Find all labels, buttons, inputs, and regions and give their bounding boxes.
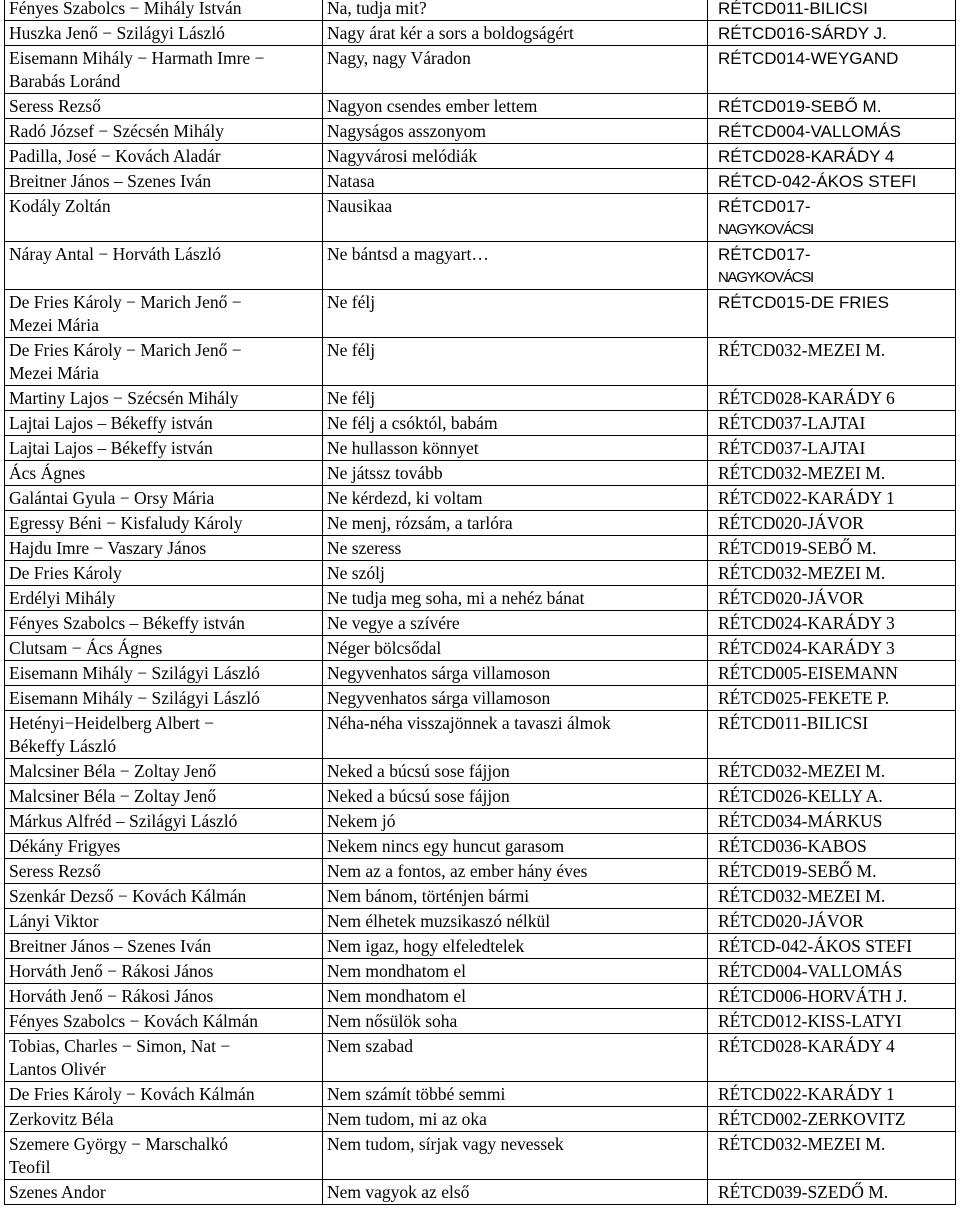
song-title-cell <box>323 1107 708 1132</box>
catalog-code-cell <box>708 1034 956 1082</box>
catalog-code-cell <box>708 242 956 290</box>
catalog-code-cell-line: RÉTCD020-JÁVOR <box>718 513 864 533</box>
performer-cell <box>5 686 323 711</box>
song-title-cell-line: Neked a búcsú sose fájjon <box>327 761 510 781</box>
catalog-code-cell <box>708 1082 956 1107</box>
performer-cell <box>5 909 323 934</box>
performer-cell-line: Mezei Mária <box>9 315 99 335</box>
performer-cell-line: Malcsiner Béla − Zoltay Jenő <box>9 761 217 781</box>
catalog-code-cell <box>708 338 956 386</box>
performer-cell <box>5 169 323 194</box>
performer-cell <box>5 436 323 461</box>
table-row <box>5 290 956 338</box>
song-title-cell-line: Natasa <box>327 171 375 191</box>
catalog-code-cell-line: RÉTCD028-KARÁDY 4 <box>718 1036 895 1056</box>
song-title-cell <box>323 561 708 586</box>
performer-cell <box>5 290 323 338</box>
catalog-code-cell-line: RÉTCD026-KELLY A. <box>718 786 883 806</box>
catalog-code-cell-line: RÉTCD037-LAJTAI <box>718 413 866 433</box>
performer-cell-line: Fényes Szabolcs – Békeffy istván <box>9 613 245 633</box>
song-title-cell <box>323 46 708 94</box>
performer-cell <box>5 536 323 561</box>
catalog-code-cell <box>708 909 956 934</box>
performer-cell-line: Márkus Alfréd – Szilágyi László <box>9 811 238 831</box>
performer-cell <box>5 561 323 586</box>
song-title-cell <box>323 194 708 242</box>
song-title-cell-line: Ne játssz tovább <box>327 463 443 483</box>
catalog-code-cell-line: RÉTCD019-SEBŐ M. <box>718 861 877 881</box>
table-row <box>5 586 956 611</box>
song-title-cell-line: Na, tudja mit? <box>327 0 427 18</box>
catalog-code-cell <box>708 46 956 94</box>
performer-cell-line: Lányi Viktor <box>9 911 99 931</box>
table-row <box>5 486 956 511</box>
catalog-code-cell <box>708 0 956 21</box>
table-row <box>5 1180 956 1205</box>
song-title-cell <box>323 984 708 1009</box>
table-row <box>5 436 956 461</box>
catalog-code-cell <box>708 386 956 411</box>
catalog-code-cell <box>708 169 956 194</box>
song-title-cell-line: Nem mondhatom el <box>327 961 467 981</box>
catalog-code-cell <box>708 486 956 511</box>
song-title-cell <box>323 0 708 21</box>
performer-cell-line: Horváth Jenő − Rákosi János <box>9 986 214 1006</box>
catalog-code-cell-line: RÉTCD017- <box>718 197 811 216</box>
performer-cell-line: Padilla, José − Kovách Aladár <box>9 146 221 166</box>
song-title-cell-line: Nem az a fontos, az ember hány éves <box>327 861 588 881</box>
song-title-cell-line: Ne félj <box>327 388 376 408</box>
song-title-cell-line: Negyvenhatos sárga villamoson <box>327 688 551 708</box>
song-title-cell <box>323 1180 708 1205</box>
song-title-cell-line: Ne szólj <box>327 563 385 583</box>
catalog-code-cell-line: RÉTCD020-JÁVOR <box>718 588 864 608</box>
table-row <box>5 934 956 959</box>
song-title-cell-line: Nem mondhatom el <box>327 986 467 1006</box>
performer-cell-line: Szenes Andor <box>9 1182 106 1202</box>
song-title-cell-line: Ne kérdezd, ki voltam <box>327 488 483 508</box>
song-title-cell-line: Nem bánom, történjen bármi <box>327 886 530 906</box>
performer-cell <box>5 46 323 94</box>
performer-cell-line: Náray Antal − Horváth László <box>9 244 222 264</box>
performer-cell <box>5 0 323 21</box>
catalog-code-cell-line: RÉTCD022-KARÁDY 1 <box>718 1084 895 1104</box>
performer-cell <box>5 586 323 611</box>
performer-cell-line: Békeffy László <box>9 736 117 756</box>
performer-cell-line: Eisemann Mihály − Harmath Imre − <box>9 48 265 68</box>
song-title-cell <box>323 461 708 486</box>
catalog-code-cell <box>708 1180 956 1205</box>
performer-cell-line: De Fries Károly <box>9 563 122 583</box>
song-title-cell <box>323 636 708 661</box>
performer-cell-line: Galántai Gyula − Orsy Mária <box>9 488 215 508</box>
song-title-cell-line: Ne félj a csóktól, babám <box>327 413 498 433</box>
song-title-cell-line: Ne hullasson könnyet <box>327 438 479 458</box>
performer-cell <box>5 144 323 169</box>
song-title-cell-line: Ne tudja meg soha, mi a nehéz bánat <box>327 588 585 608</box>
performer-cell-line: Lajtai Lajos – Békeffy istván <box>9 438 213 458</box>
song-title-cell <box>323 21 708 46</box>
catalog-code-cell <box>708 984 956 1009</box>
performer-cell-line: Barabás Loránd <box>9 71 121 91</box>
catalog-code-cell-line: RÉTCD037-LAJTAI <box>718 438 866 458</box>
performer-cell <box>5 611 323 636</box>
catalog-code-cell <box>708 784 956 809</box>
performer-cell <box>5 411 323 436</box>
performer-cell-line: Zerkovitz Béla <box>9 1109 114 1129</box>
table-row <box>5 46 956 94</box>
table-row <box>5 834 956 859</box>
table-row <box>5 242 956 290</box>
catalog-code-cell-line: NAGYKOVÁCSI <box>718 269 813 286</box>
song-title-cell-line: Nem számít többé semmi <box>327 1084 506 1104</box>
catalog-code-cell <box>708 834 956 859</box>
table-row <box>5 1082 956 1107</box>
table-row <box>5 636 956 661</box>
catalog-code-cell <box>708 884 956 909</box>
song-title-cell <box>323 909 708 934</box>
song-title-cell-line: Nem nősülök soha <box>327 1011 458 1031</box>
song-title-cell <box>323 611 708 636</box>
catalog-code-cell <box>708 809 956 834</box>
performer-cell-line: Breitner János – Szenes Iván <box>9 936 212 956</box>
performer-cell-line: Clutsam − Ács Ágnes <box>9 638 163 658</box>
catalog-code-cell-line: RÉTCD034-MÁRKUS <box>718 811 883 831</box>
catalog-code-cell <box>708 711 956 759</box>
song-title-cell <box>323 1009 708 1034</box>
song-title-cell <box>323 1034 708 1082</box>
performer-cell <box>5 1034 323 1082</box>
catalog-code-cell <box>708 561 956 586</box>
table-row <box>5 909 956 934</box>
song-title-cell <box>323 1082 708 1107</box>
performer-cell-line: Lantos Olivér <box>9 1059 106 1079</box>
catalog-code-cell <box>708 586 956 611</box>
song-title-cell-line: Néha-néha visszajönnek a tavaszi álmok <box>327 713 611 733</box>
catalog-code-cell <box>708 859 956 884</box>
catalog-code-cell-line: NAGYKOVÁCSI <box>718 221 813 238</box>
performer-cell-line: Breitner János – Szenes Iván <box>9 171 212 191</box>
table-row <box>5 169 956 194</box>
catalog-code-cell-line: RÉTCD019-SEBŐ M. <box>718 97 882 116</box>
song-title-cell-line: Neked a búcsú sose fájjon <box>327 786 510 806</box>
performer-cell-line: Dékány Frigyes <box>9 836 121 856</box>
performer-cell <box>5 1107 323 1132</box>
performer-cell <box>5 1132 323 1180</box>
catalog-code-cell <box>708 536 956 561</box>
song-title-cell-line: Ne menj, rózsám, a tarlóra <box>327 513 513 533</box>
table-row <box>5 411 956 436</box>
performer-cell-line: Erdélyi Mihály <box>9 588 116 608</box>
catalog-code-cell-line: RÉTCD016-SÁRDY J. <box>718 24 887 43</box>
performer-cell-line: Hajdu Imre − Vaszary János <box>9 538 207 558</box>
performer-cell-line: Teofil <box>9 1157 51 1177</box>
song-title-cell <box>323 338 708 386</box>
table-row <box>5 984 956 1009</box>
song-title-cell-line: Nausikaa <box>327 196 393 216</box>
performer-cell-line: Fényes Szabolcs − Kovách Kálmán <box>9 1011 258 1031</box>
catalog-code-cell <box>708 194 956 242</box>
performer-cell <box>5 711 323 759</box>
performer-cell <box>5 834 323 859</box>
catalog-code-cell-line: RÉTCD004-VALLOMÁS <box>718 961 903 981</box>
catalog-code-cell-line: RÉTCD004-VALLOMÁS <box>718 122 901 141</box>
performer-cell-line: Malcsiner Béla − Zoltay Jenő <box>9 786 217 806</box>
performer-cell <box>5 959 323 984</box>
catalog-code-cell <box>708 611 956 636</box>
catalog-code-cell-line: RÉTCD017- <box>718 245 811 264</box>
performer-cell <box>5 934 323 959</box>
table-row <box>5 21 956 46</box>
performer-cell <box>5 884 323 909</box>
song-title-cell <box>323 759 708 784</box>
catalog-code-cell <box>708 144 956 169</box>
catalog-code-cell-line: RÉTCD-042-ÁKOS STEFI <box>718 172 917 191</box>
song-title-cell-line: Ne szeress <box>327 538 402 558</box>
table-row <box>5 959 956 984</box>
catalog-code-cell <box>708 759 956 784</box>
song-title-cell-line: Ne félj <box>327 340 376 360</box>
song-title-cell <box>323 94 708 119</box>
song-title-cell <box>323 809 708 834</box>
table-row <box>5 386 956 411</box>
table-row <box>5 536 956 561</box>
catalog-code-cell <box>708 511 956 536</box>
catalog-code-cell-line: RÉTCD020-JÁVOR <box>718 911 864 931</box>
catalog-code-cell <box>708 934 956 959</box>
catalog-code-cell-line: RÉTCD032-MEZEI M. <box>718 463 886 483</box>
performer-cell-line: Eisemann Mihály − Szilágyi László <box>9 663 260 683</box>
song-title-cell-line: Nekem jó <box>327 811 396 831</box>
catalog-code-cell <box>708 461 956 486</box>
performer-cell-line: Huszka Jenő − Szilágyi László <box>9 23 225 43</box>
catalog-code-cell-line: RÉTCD002-ZERKOVITZ <box>718 1109 906 1129</box>
song-title-cell <box>323 884 708 909</box>
song-title-cell <box>323 242 708 290</box>
table-row <box>5 711 956 759</box>
catalog-code-cell-line: RÉTCD032-MEZEI M. <box>718 563 886 583</box>
performer-cell-line: Tobias, Charles − Simon, Nat − <box>9 1036 231 1056</box>
catalog-code-cell <box>708 119 956 144</box>
performer-cell-line: Eisemann Mihály − Szilágyi László <box>9 688 260 708</box>
performer-cell-line: Szemere György − Marschalkó <box>9 1134 228 1154</box>
song-title-cell <box>323 119 708 144</box>
performer-cell-line: Fényes Szabolcs − Mihály István <box>9 0 242 18</box>
song-title-cell-line: Nem igaz, hogy elfeledtelek <box>327 936 525 956</box>
table-row <box>5 461 956 486</box>
catalog-code-cell-line: RÉTCD019-SEBŐ M. <box>718 538 877 558</box>
table-row <box>5 1132 956 1180</box>
performer-cell-line: Radó József − Szécsén Mihály <box>9 121 224 141</box>
catalog-code-cell-line: RÉTCD024-KARÁDY 3 <box>718 613 895 633</box>
catalog-code-cell-line: RÉTCD028-KARÁDY 6 <box>718 388 895 408</box>
song-title-cell <box>323 169 708 194</box>
performer-cell <box>5 386 323 411</box>
table-row <box>5 511 956 536</box>
song-title-cell-line: Nagyvárosi melódiák <box>327 146 478 166</box>
song-title-cell <box>323 144 708 169</box>
song-title-cell-line: Ne vegye a szívére <box>327 613 460 633</box>
song-title-cell <box>323 934 708 959</box>
song-title-cell-line: Nem vagyok az első <box>327 1182 470 1202</box>
table-row <box>5 686 956 711</box>
performer-cell <box>5 21 323 46</box>
performer-cell-line: Seress Rezső <box>9 861 101 881</box>
song-title-cell-line: Nagy árat kér a sors a boldogságért <box>327 23 574 43</box>
table-row <box>5 1107 956 1132</box>
performer-cell <box>5 636 323 661</box>
performer-cell <box>5 1009 323 1034</box>
performer-cell-line: Szenkár Dezső − Kovách Kálmán <box>9 886 247 906</box>
performer-cell <box>5 486 323 511</box>
performer-cell-line: De Fries Károly − Marich Jenő − <box>9 340 242 360</box>
catalog-code-cell <box>708 290 956 338</box>
song-title-cell-line: Nem élhetek muzsikaszó nélkül <box>327 911 551 931</box>
song-title-cell-line: Nem szabad <box>327 1036 414 1056</box>
song-title-cell-line: Ne bántsd a magyart… <box>327 244 489 264</box>
catalog-code-cell-line: RÉTCD012-KISS-LATYI <box>718 1011 902 1031</box>
performer-cell-line: De Fries Károly − Marich Jenő − <box>9 292 242 312</box>
catalog-code-cell-line: RÉTCD039-SZEDŐ M. <box>718 1182 889 1202</box>
performer-cell <box>5 1082 323 1107</box>
song-title-cell <box>323 386 708 411</box>
song-title-cell-line: Nagyon csendes ember lettem <box>327 96 538 116</box>
table-row <box>5 661 956 686</box>
song-title-cell <box>323 586 708 611</box>
catalog-code-cell-line: RÉTCD032-MEZEI M. <box>718 761 886 781</box>
song-title-cell <box>323 511 708 536</box>
song-title-cell-line: Nem tudom, mi az oka <box>327 1109 487 1129</box>
catalog-code-cell-line: RÉTCD032-MEZEI M. <box>718 1134 886 1154</box>
table-row <box>5 759 956 784</box>
performer-cell <box>5 338 323 386</box>
performer-cell <box>5 511 323 536</box>
song-title-cell <box>323 290 708 338</box>
catalog-code-cell-line: RÉTCD-042-ÁKOS STEFI <box>718 936 912 956</box>
performer-cell <box>5 94 323 119</box>
catalog-code-cell-line: RÉTCD036-KABOS <box>718 836 867 856</box>
table-row <box>5 194 956 242</box>
table-row <box>5 784 956 809</box>
song-title-cell-line: Negyvenhatos sárga villamoson <box>327 663 551 683</box>
song-title-cell <box>323 536 708 561</box>
table-row <box>5 338 956 386</box>
table-row <box>5 561 956 586</box>
catalog-code-cell-line: RÉTCD011-BILICSI <box>718 713 869 733</box>
song-title-cell-line: Néger bölcsődal <box>327 638 442 658</box>
catalog-code-cell <box>708 21 956 46</box>
table-row <box>5 0 956 21</box>
song-title-cell <box>323 859 708 884</box>
catalog-code-cell <box>708 436 956 461</box>
performer-cell <box>5 461 323 486</box>
catalog-code-cell <box>708 686 956 711</box>
song-title-cell-line: Nagy, nagy Váradon <box>327 48 471 68</box>
performer-cell <box>5 759 323 784</box>
performer-cell-line: Mezei Mária <box>9 363 99 383</box>
song-title-cell <box>323 686 708 711</box>
catalog-code-cell-line: RÉTCD028-KARÁDY 4 <box>718 147 895 166</box>
song-title-cell <box>323 436 708 461</box>
catalog-code-cell-line: RÉTCD006-HORVÁTH J. <box>718 986 908 1006</box>
performer-cell <box>5 1180 323 1205</box>
table-row <box>5 94 956 119</box>
table-row <box>5 1034 956 1082</box>
song-title-cell-line: Nem tudom, sírjak vagy nevessek <box>327 1134 564 1154</box>
catalog-code-cell-line: RÉTCD025-FEKETE P. <box>718 688 890 708</box>
song-title-cell <box>323 486 708 511</box>
table-row <box>5 144 956 169</box>
catalog-code-cell <box>708 636 956 661</box>
table-row <box>5 611 956 636</box>
catalog-code-cell <box>708 661 956 686</box>
performer-cell <box>5 859 323 884</box>
performer-cell-line: Seress Rezső <box>9 96 101 116</box>
performer-cell <box>5 784 323 809</box>
performer-cell-line: Egressy Béni − Kisfaludy Károly <box>9 513 243 533</box>
performer-cell-line: Ács Ágnes <box>9 463 86 483</box>
performer-cell <box>5 242 323 290</box>
table-body <box>5 0 956 1205</box>
catalog-code-cell-line: RÉTCD022-KARÁDY 1 <box>718 488 895 508</box>
song-title-cell <box>323 661 708 686</box>
table-row <box>5 1009 956 1034</box>
table-row <box>5 884 956 909</box>
performer-cell-line: Hetényi−Heidelberg Albert − <box>9 713 215 733</box>
performer-cell-line: Horváth Jenő − Rákosi János <box>9 961 214 981</box>
performer-cell <box>5 119 323 144</box>
catalog-code-cell-line: RÉTCD024-KARÁDY 3 <box>718 638 895 658</box>
song-title-cell-line: Nekem nincs egy huncut garasom <box>327 836 565 856</box>
catalog-code-cell-line: RÉTCD011-BILICSI <box>718 0 868 18</box>
catalog-code-cell-line: RÉTCD005-EISEMANN <box>718 663 898 683</box>
catalog-code-cell <box>708 1107 956 1132</box>
performer-cell-line: Lajtai Lajos – Békeffy istván <box>9 413 213 433</box>
catalog-code-cell-line: RÉTCD032-MEZEI M. <box>718 886 886 906</box>
catalog-code-cell-line: RÉTCD015-DE FRIES <box>718 293 889 312</box>
song-title-cell <box>323 834 708 859</box>
performer-cell <box>5 194 323 242</box>
catalog-code-cell <box>708 1009 956 1034</box>
catalog-code-cell <box>708 411 956 436</box>
performer-cell-line: De Fries Károly − Kovách Kálmán <box>9 1084 255 1104</box>
song-title-cell <box>323 711 708 759</box>
song-title-cell <box>323 784 708 809</box>
catalog-code-cell-line: RÉTCD032-MEZEI M. <box>718 340 886 360</box>
song-catalog-table <box>4 0 956 1205</box>
performer-cell-line: Martiny Lajos − Szécsén Mihály <box>9 388 239 408</box>
song-title-cell-line: Nagyságos asszonyom <box>327 121 486 141</box>
performer-cell <box>5 809 323 834</box>
catalog-code-cell <box>708 959 956 984</box>
song-title-cell <box>323 959 708 984</box>
performer-cell <box>5 984 323 1009</box>
catalog-code-cell-line: RÉTCD014-WEYGAND <box>718 49 899 68</box>
song-title-cell-line: Ne félj <box>327 292 376 312</box>
table-row <box>5 859 956 884</box>
performer-cell <box>5 661 323 686</box>
table-row <box>5 119 956 144</box>
song-title-cell <box>323 1132 708 1180</box>
song-title-cell <box>323 411 708 436</box>
catalog-code-cell <box>708 94 956 119</box>
table-row <box>5 809 956 834</box>
performer-cell-line: Kodály Zoltán <box>9 196 111 216</box>
catalog-code-cell <box>708 1132 956 1180</box>
